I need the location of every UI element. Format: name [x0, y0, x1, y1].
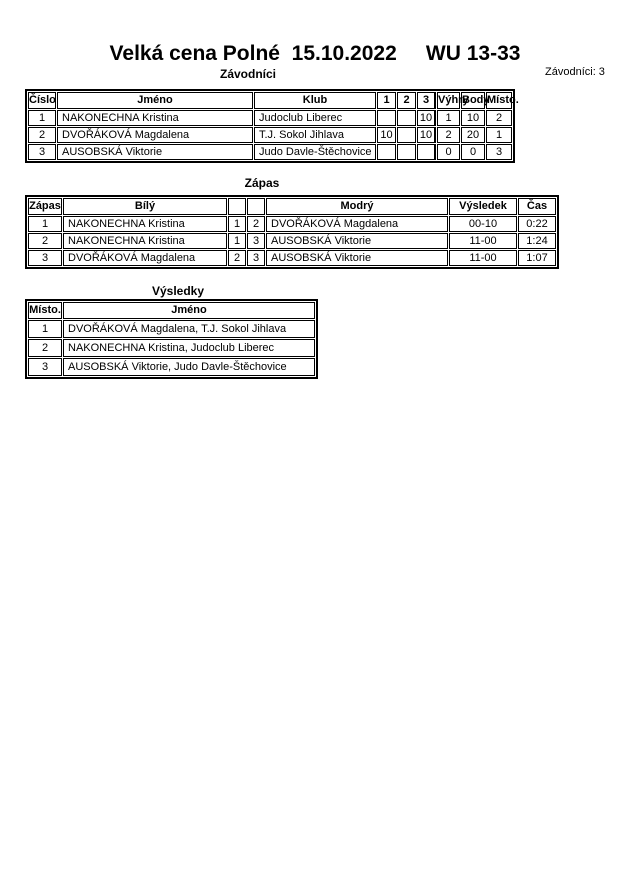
section-title-zapas: Zápas [244, 176, 280, 190]
cell-place: 1 [28, 320, 62, 338]
page-title: Velká cena Polné 15.10.2022 WU 13-33 [109, 42, 521, 65]
table-row [28, 358, 315, 376]
col-header-modry: Modrý [266, 198, 448, 215]
zavodnici-header-row [28, 92, 512, 109]
table-row [28, 250, 556, 266]
col-header-vyhry: Výhry [437, 92, 460, 109]
col-header-bily: Bílý [63, 198, 227, 215]
cell-score-1: 10 [377, 127, 396, 143]
col-header-2: 2 [397, 92, 416, 109]
cell-result: 00-10 [449, 216, 517, 232]
table-row [28, 127, 512, 143]
cell-white-number: 2 [228, 250, 246, 266]
cell-match-number: 3 [28, 250, 62, 266]
cell-result: 11-00 [449, 233, 517, 249]
cell-score-2 [397, 127, 416, 143]
col-header-jmeno: Jméno [57, 92, 253, 109]
cell-points: 20 [461, 127, 485, 143]
col-header-cas: Čas [518, 198, 556, 215]
cell-score-1 [377, 110, 396, 126]
cell-wins: 2 [437, 127, 460, 143]
table-row [28, 144, 512, 160]
cell-blue-name: DVOŘÁKOVÁ Magdalena [266, 216, 448, 232]
vysledky-table [25, 299, 318, 379]
cell-white-name: NAKONECHNA Kristina [63, 216, 227, 232]
cell-white-name: NAKONECHNA Kristina [63, 233, 227, 249]
cell-number: 1 [28, 110, 56, 126]
table-row [28, 110, 512, 126]
cell-blue-name: AUSOBSKÁ Viktorie [266, 233, 448, 249]
cell-blue-number: 3 [247, 233, 265, 249]
col-header-klub: Klub [254, 92, 376, 109]
cell-score-3 [417, 144, 436, 160]
cell-time: 0:22 [518, 216, 556, 232]
section-title-zavodnici: Závodníci [219, 67, 276, 81]
col-header-white-number [228, 198, 246, 215]
cell-club: T.J. Sokol Jihlava [254, 127, 376, 143]
cell-points: 0 [461, 144, 485, 160]
cell-score-2 [397, 110, 416, 126]
cell-score-2 [397, 144, 416, 160]
cell-white-number: 1 [228, 216, 246, 232]
cell-time: 1:24 [518, 233, 556, 249]
table-row [28, 320, 315, 338]
cell-match-number: 2 [28, 233, 62, 249]
cell-blue-number: 3 [247, 250, 265, 266]
cell-white-number: 1 [228, 233, 246, 249]
zapas-header-row [28, 198, 556, 215]
cell-result: 11-00 [449, 250, 517, 266]
cell-points: 10 [461, 110, 485, 126]
table-row [28, 233, 556, 249]
cell-name: DVOŘÁKOVÁ Magdalena [57, 127, 253, 143]
cell-name-club: DVOŘÁKOVÁ Magdalena, T.J. Sokol Jihlava [63, 320, 315, 338]
cell-name: AUSOBSKÁ Viktorie [57, 144, 253, 160]
cell-wins: 0 [437, 144, 460, 160]
table-row [28, 216, 556, 232]
col-header-blue-number [247, 198, 265, 215]
cell-score-1 [377, 144, 396, 160]
cell-blue-name: AUSOBSKÁ Viktorie [266, 250, 448, 266]
cell-wins: 1 [437, 110, 460, 126]
cell-club: Judoclub Liberec [254, 110, 376, 126]
cell-place: 2 [28, 339, 62, 357]
vysledky-header-row [28, 302, 315, 319]
col-header-1: 1 [377, 92, 396, 109]
cell-name-club: AUSOBSKÁ Viktorie, Judo Davle-Štěchovice [63, 358, 315, 376]
cell-score-3: 10 [417, 110, 436, 126]
col-header-jmeno: Jméno [63, 302, 315, 319]
col-header-zapas: Zápas [28, 198, 62, 215]
col-header-cislo: Číslo [28, 92, 56, 109]
cell-number: 3 [28, 144, 56, 160]
col-header-body: Body [461, 92, 485, 109]
cell-blue-number: 2 [247, 216, 265, 232]
section-title-vysledky: Výsledky [151, 284, 205, 298]
cell-number: 2 [28, 127, 56, 143]
cell-time: 1:07 [518, 250, 556, 266]
cell-place: 2 [486, 110, 512, 126]
col-header-misto: Místo. [486, 92, 512, 109]
cell-white-name: DVOŘÁKOVÁ Magdalena [63, 250, 227, 266]
cell-place: 1 [486, 127, 512, 143]
col-header-3: 3 [417, 92, 436, 109]
cell-match-number: 1 [28, 216, 62, 232]
cell-score-3: 10 [417, 127, 436, 143]
col-header-misto: Místo. [28, 302, 62, 319]
competitors-count: Závodníci: 3 [545, 66, 605, 78]
cell-name: NAKONECHNA Kristina [57, 110, 253, 126]
zavodnici-table [25, 89, 519, 163]
cell-place: 3 [28, 358, 62, 376]
cell-name-club: NAKONECHNA Kristina, Judoclub Liberec [63, 339, 315, 357]
cell-place: 3 [486, 144, 512, 160]
col-header-vysledek: Výsledek [449, 198, 517, 215]
cell-club: Judo Davle-Štěchovice [254, 144, 376, 160]
zapas-table [25, 195, 559, 269]
table-row [28, 339, 315, 357]
